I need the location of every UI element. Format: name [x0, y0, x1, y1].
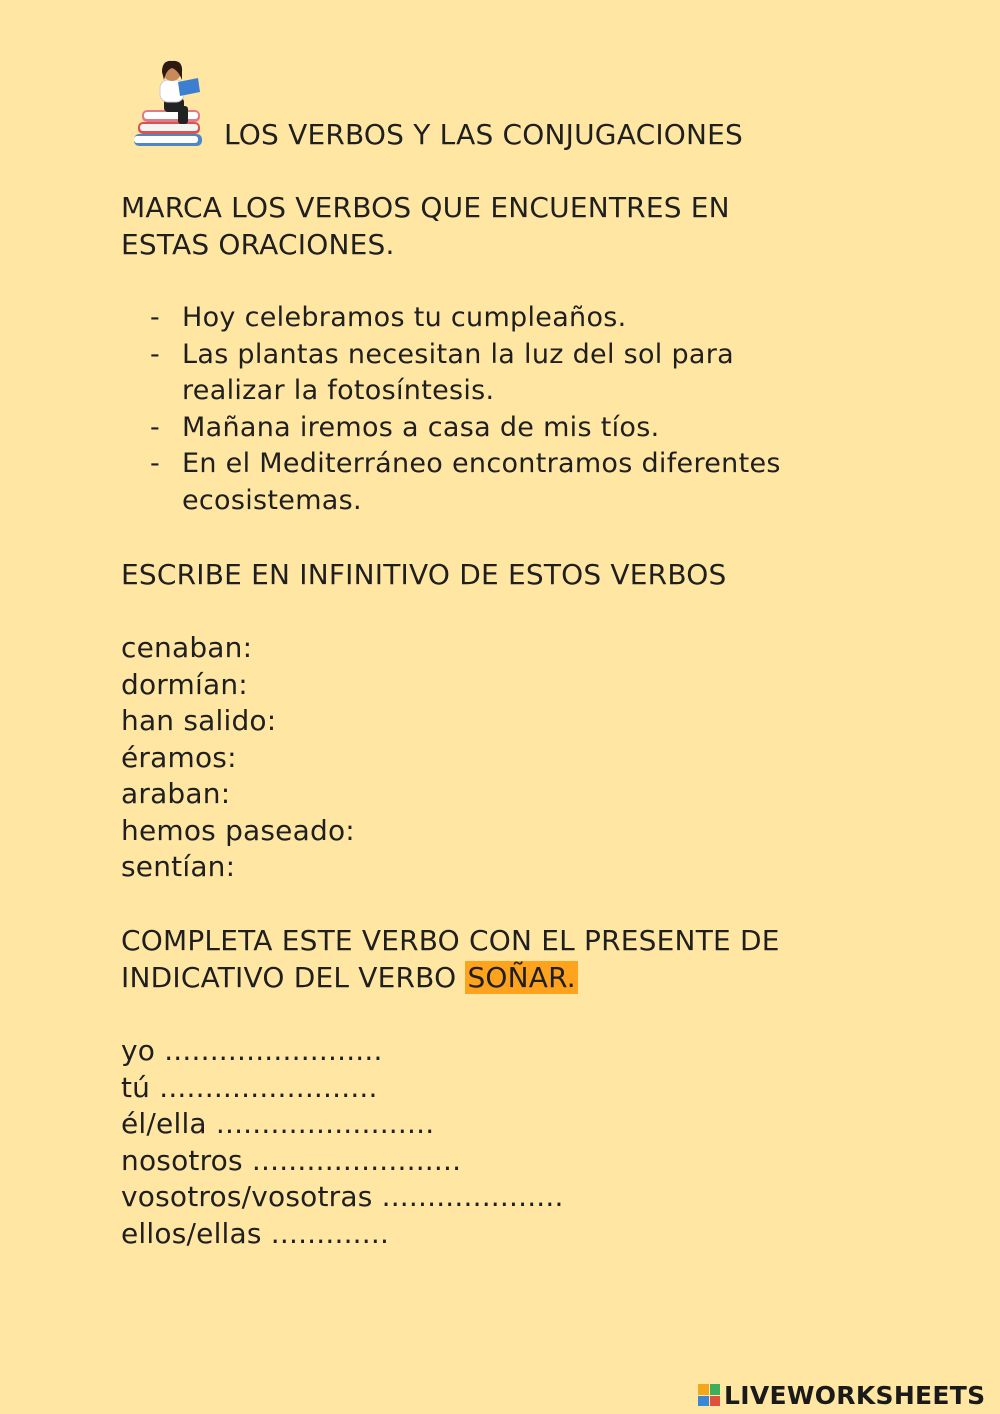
liveworksheets-logo-icon — [698, 1384, 720, 1406]
conjugation-blank[interactable]: él/ella ........................ — [121, 1107, 435, 1141]
conjugation-blank[interactable]: nosotros ....................... — [121, 1143, 462, 1177]
instruction-infinitive: ESCRIBE EN INFINITIVO DE ESTOS VERBOS — [121, 558, 727, 591]
conjugation-blank[interactable]: ellos/ellas ............. — [121, 1216, 390, 1250]
list-item — [150, 300, 870, 337]
conjugation-blank[interactable]: yo ........................ — [121, 1034, 383, 1067]
conjugation-blank[interactable]: tú ........................ — [121, 1070, 378, 1104]
page-title: LOS VERBOS Y LAS CONJUGACIONES — [224, 118, 744, 151]
conjugation-blank[interactable]: vosotros/vosotras .................... — [121, 1180, 564, 1214]
verb-item[interactable]: han salido: — [121, 704, 277, 737]
bullet-dash: - — [150, 411, 161, 443]
sentence-text: ecosistemas. — [182, 484, 362, 516]
bullet-dash: - — [150, 338, 161, 370]
list-item — [150, 446, 870, 519]
sentence-list — [150, 300, 870, 520]
verb-item[interactable]: sentían: — [121, 850, 236, 883]
instruction-line — [121, 959, 901, 996]
conjugation-list — [121, 1033, 564, 1253]
sentence-text: Las plantas necesitan la luz del sol para — [182, 338, 735, 370]
instruction-mark-verbs — [121, 189, 881, 263]
bullet-dash: - — [150, 448, 161, 480]
instruction-text: INDICATIVO DEL VERBO — [121, 961, 466, 994]
liveworksheets-logo — [698, 1378, 985, 1412]
verb-item[interactable]: cenaban: — [121, 631, 253, 664]
instruction-line: MARCA LOS VERBOS QUE ENCUENTRES EN — [121, 191, 730, 224]
header — [128, 58, 888, 158]
instruction-conjugate — [121, 922, 901, 996]
girl-reading-on-books-icon — [128, 58, 210, 150]
instruction-line: ESTAS ORACIONES. — [121, 228, 395, 261]
verb-item[interactable]: hemos paseado: — [121, 813, 355, 847]
sentence-text: realizar la fotosíntesis. — [182, 375, 495, 407]
sentence-text: Hoy celebramos tu cumpleaños. — [182, 302, 627, 333]
verb-item[interactable]: éramos: — [121, 740, 237, 774]
logo-text: LIVEWORKSHEETS — [724, 1380, 986, 1410]
bullet-dash: - — [150, 302, 161, 333]
list-item — [150, 337, 870, 410]
sentence-text: En el Mediterráneo encontramos diferentes — [182, 448, 781, 480]
sentence-text: Mañana iremos a casa de mis tíos. — [182, 411, 660, 443]
verb-item[interactable]: dormían: — [121, 667, 248, 701]
list-item — [150, 410, 870, 447]
highlighted-verb: SOÑAR. — [467, 961, 576, 994]
instruction-line: COMPLETA ESTE VERBO CON EL PRESENTE DE — [121, 924, 780, 957]
verb-list — [121, 630, 355, 886]
verb-item[interactable]: araban: — [121, 777, 231, 810]
